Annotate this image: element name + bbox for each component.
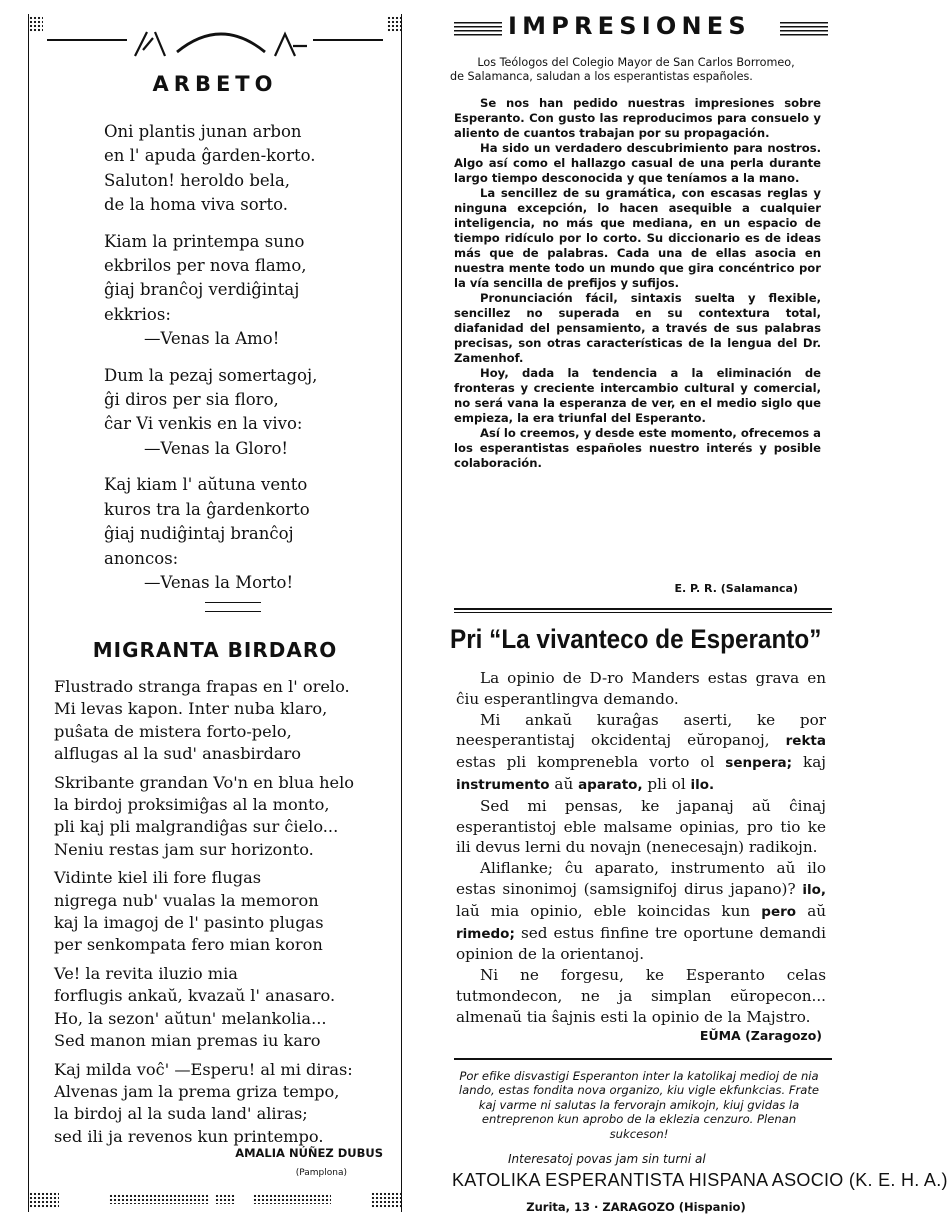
text-run: laŭ mia opinio, eble koincidas kun (456, 901, 751, 920)
paragraph: Ni ne forgesu, ke Esperanto celas tutmondecon, ne ja simplan eŭropecon... almenaŭ tia ŝajnis esti la opinio de la Majstro. (456, 966, 826, 1026)
text-run: sed estus finfine tre oportune demandi opinion de la orientanoj. (456, 923, 826, 964)
poem-line: Neniu restas jam sur horizonto. (54, 839, 314, 859)
article-title: Pri “La vivanteco de Esperanto” (450, 624, 822, 654)
corner-dots (387, 16, 401, 32)
poem-line: kuros tra la ĝardenkorto (104, 499, 310, 519)
poem-stanza (54, 772, 399, 861)
poem-stanza (54, 867, 399, 956)
footer-dots (215, 1194, 235, 1204)
poem-line: ĝiaj nudiĝintaj branĉoj (104, 524, 294, 544)
poem-line: pli kaj pli malgrandiĝas sur ĉielo... (54, 817, 339, 837)
poem-line: Kaj kiam l' aŭtuna vento (104, 475, 308, 495)
impresiones-signature: E. P. R. (Salamanca) (674, 582, 798, 595)
poem-line: ĝi diros per sia floro, (104, 390, 279, 410)
section-rule (454, 608, 832, 610)
header-rule (313, 39, 383, 41)
right-column (440, 8, 948, 1218)
text-run: pli ol (647, 774, 686, 793)
poem-line: per senkompata fero mian koron (54, 935, 323, 955)
poem-line: la birdoj al la suda land' aliras; (54, 1104, 308, 1124)
text-run: Aliflanke; ĉu aparato, instrumento aŭ ilo estas sinonimoj (samsignifoj dirus japano)? (456, 859, 826, 898)
association-address: Zurita, 13 · ZARAGOZO (Hispanio) (526, 1200, 746, 1214)
impresiones-title: IMPRESIONES (508, 12, 751, 40)
poem-line: Mi levas kapon. Inter nuba klaro, (54, 699, 328, 719)
text-run: estas pli komprenebla vorto ol (456, 753, 715, 772)
text-run: aŭ (554, 774, 574, 793)
impresiones-lead (446, 56, 826, 85)
poem-line: Flustrado stranga frapas en l' orelo. (54, 677, 350, 696)
paragraph: Ha sido un verdadero descubrimiento para nostros. Algo así como el hallazgo casual de una perla durante largo tiempo desconocida y que teníamos a la mano. (454, 141, 821, 185)
header-rule (47, 39, 127, 41)
article-signature: EŬMA (Zaragozo) (699, 1028, 822, 1043)
paragraph (456, 710, 826, 796)
footer-dots (253, 1194, 331, 1204)
notice-rule (454, 1058, 832, 1060)
association-name: KATOLIKA ESPERANTISTA HISPANA ASOCIO (K. E. H. A.) (452, 1170, 948, 1190)
poem-line: Vidinte kiel ili fore flugas (54, 868, 262, 888)
poem-line: Ho, la sezon' aŭtun' melankolia... (54, 1008, 327, 1028)
poem-stanza (54, 963, 399, 1052)
poem-line: anoncos: (104, 548, 179, 568)
poem-stanza (54, 1059, 399, 1148)
poem-line: Saluton! heroldo bela, (104, 170, 291, 190)
poem-migranta-birdaro (54, 676, 399, 1154)
footer-dots (29, 1192, 59, 1208)
poem-refrain: —Venas la Morto! (144, 572, 294, 592)
poem-line: Sed manon mian premas iu karo (54, 1030, 321, 1050)
paragraph: Así lo creemos, y desde este momento, ofrecemos a los esperantistas españoles nuestro interés y posible colaboración. (454, 426, 821, 470)
poem-line: Skribante grandan Vo'n en blua helo (54, 772, 355, 792)
notice-text: Por efike disvastigi Esperanton inter la katolikaj medioj de nia lando, estas fondita nova organizo, kiu vigle ekfunkcias. Frate kaj varme ni salutas la fervorajn amikojn, kiuj gvidas la entreprenon kun aprobo de la eklezia cenzuro. Plenan sukceson! (458, 1069, 820, 1141)
title-ornament-bars (454, 22, 502, 36)
poem-line: nigrega nub' vualas la memoron (54, 890, 319, 910)
poem-stanza (104, 230, 394, 352)
poem-title: MIGRANTA BIRDARO (92, 638, 338, 662)
article-body (456, 668, 826, 1028)
lead-line: Los Teólogos del Colegio Mayor de San Carlos Borromeo, (477, 56, 795, 69)
poem-line: de la homa viva sorto. (104, 195, 289, 215)
poem-author: AMALIA NÚÑEZ DUBUS (235, 1146, 383, 1160)
corner-dots (29, 16, 43, 32)
paragraph: Se nos han pedido nuestras impresiones sobre Esperanto. Con gusto las reproducimos para consuelo y aliento de cuantos trabajan por su propagación. (454, 96, 821, 140)
poem-refrain: —Venas la Amo! (144, 329, 280, 349)
emphasis-word: ilo. (690, 776, 715, 793)
poem-line: en l' apuda ĝarden-korto. (104, 146, 316, 166)
paragraph: La sencillez de su gramática, con escasas reglas y ninguna excepción, lo hacen asequible a cualquier inteligencia, no más que mediana, en un espacio de tiempo ridículo por lo corto. Su diccionario es de ideas más que de palabras. Cada una de ellas asocia en nuestra mente todo un mundo que gira concéntrico por la vía sencilla de prefijos y sufijos. (454, 186, 821, 290)
paragraph: Pronunciación fácil, sintaxis suelta y flexible, sencillez no superada en su contextura total, diafanidad del pensamiento, a través de sus palabras precisas, son otras características de la lengua del Dr. Zamenhof. (454, 291, 821, 365)
text-run: aŭ (807, 901, 827, 920)
poem-line: Alvenas jam la prema griza tempo, (54, 1082, 340, 1102)
poem-line: Oni plantis junan arbon (104, 122, 302, 141)
poem-refrain: —Venas la Gloro! (144, 438, 289, 458)
poem-line: sed ili ja revenos kun printempo. (54, 1126, 324, 1146)
poem-stanza (104, 120, 394, 218)
poem-line: ĝiaj branĉoj verdiĝintaj (104, 280, 300, 300)
poem-line: forflugis ankaŭ, kvazaŭ l' anasaro. (54, 986, 336, 1006)
emphasis-word: rimedo; (456, 925, 515, 942)
text-run: Mi ankaŭ kuraĝas aserti, ke por neesperantistaj okcidentaj eŭropanoj, (456, 710, 826, 750)
paragraph: La opinio de D-ro Manders estas grava en ĉiu esperantlingva demando. (456, 669, 826, 708)
impresiones-body (454, 96, 821, 471)
poem-stanza (104, 364, 394, 462)
emphasis-word: instrumento (456, 776, 550, 793)
paragraph (456, 858, 826, 965)
emphasis-word: pero (761, 903, 797, 920)
poem-line: ekbrilos per nova flamo, (104, 256, 307, 276)
poem-line: Kaj milda voĉ' —Esperu! al mi diras: (54, 1059, 353, 1079)
section-divider (205, 602, 261, 612)
poem-line: Ve! la revita iluzio mia (54, 964, 238, 984)
poem-line: Dum la pezaj somertagoj, (104, 365, 318, 385)
title-ornament-bars (780, 22, 828, 36)
poem-arbeto (104, 120, 394, 607)
emphasis-word: rekta (785, 733, 826, 750)
left-column (28, 14, 402, 1212)
poem-line: alflugas al la sud' anasbirdaro (54, 743, 301, 763)
poem-line: Kiam la printempa suno (104, 231, 305, 251)
ornament-swash (125, 22, 315, 62)
poem-title: ARBETO (152, 72, 278, 96)
lead-line: de Salamanca, saludan a los esperantistas españoles. (450, 70, 753, 84)
emphasis-word: senpera; (725, 755, 793, 772)
emphasis-word: aparato, (578, 776, 643, 793)
paragraph: Sed mi pensas, ke japanaj aŭ ĉinaj esperantistoj eble malsame opinias, pro tio ke ili devus lerni du novajn (nenecesajn) radikojn. (456, 796, 826, 857)
poem-author-place: (Pamplona) (295, 1168, 347, 1178)
text-run: kaj (803, 753, 826, 772)
poem-stanza (104, 473, 394, 595)
poem-line: kaj la imagoj de l' pasinto plugas (54, 912, 324, 932)
poem-line: ĉar Vi venkis en la vivo: (104, 414, 303, 434)
poem-line: la birdoj proksimiĝas al la monto, (54, 794, 330, 814)
poem-line: ekkrios: (104, 304, 171, 324)
section-rule (454, 612, 832, 613)
poem-stanza (54, 676, 399, 765)
footer-dots (109, 1194, 209, 1204)
notice-interest: Interesatoj povas jam sin turni al (508, 1152, 706, 1166)
footer-dots (371, 1192, 401, 1208)
paragraph: Hoy, dada la tendencia a la eliminación de fronteras y creciente intercambio cultural y comercial, no será vana la esperanza de ver, en el medio siglo que empieza, la era triunfal del Esperanto. (454, 366, 821, 425)
poem-line: puŝata de mistera forto-pelo, (54, 721, 292, 741)
emphasis-word: ilo, (802, 881, 826, 898)
